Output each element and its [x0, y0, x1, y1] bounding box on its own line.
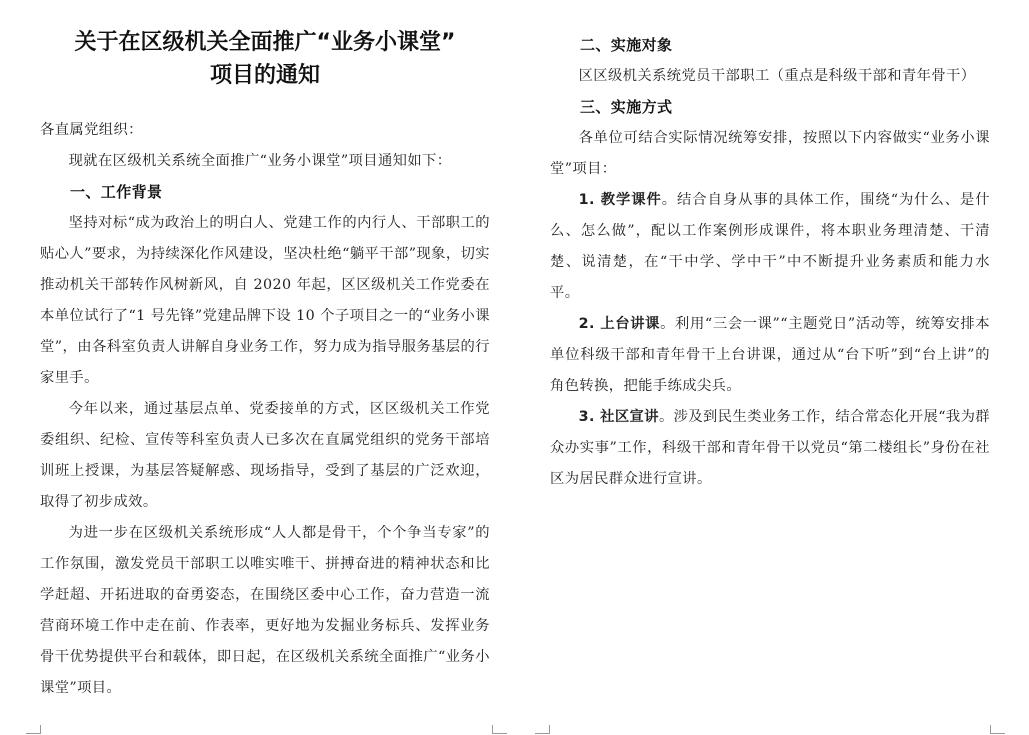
title-line-1: 关于在区级机关全面推广“业务小课堂”: [74, 30, 456, 55]
item-3-lead: 3. 社区宣讲: [578, 409, 659, 425]
section-1-heading: 一、工作背景: [70, 183, 163, 201]
right-page-column: [550, 30, 990, 495]
page-corner-mark: [535, 725, 550, 734]
section-2-heading: 二、实施对象: [580, 36, 673, 54]
item-2-lead: 2. 上台讲课: [578, 316, 661, 332]
background-paragraph-2: 今年以来，通过基层点单、党委接单的方式，区区级机关工作党委组织、纪检、宣传等科室负责人已多次在直属党组织的党务干部培训班上授课，为基层答疑解惑、现场指导，受到了基层的广泛欢迎，取得了初步成效。: [40, 401, 490, 510]
section-3-heading: 三、实施方式: [580, 98, 673, 116]
background-paragraph-1: 坚持对标“成为政治上的明白人、党建工作的内行人、干部职工的贴心人”要求，为持续深化作风建设，坚决杜绝“躺平干部”现象，切实推动机关干部转作风树新风，自 2020 年起，区区级机关工作党委在本单位试行了“1 号先锋”党建品牌下设 10 个子项目之一的“业务小课堂”，由各科室负责人讲解自身业务工作，努力成为指导服务基层的行家里手。: [40, 215, 490, 386]
left-page-column: [40, 0, 490, 704]
page-corner-mark: [492, 725, 507, 734]
section-3-intro: 各单位可结合实际情况统筹安排，按照以下内容做实“业务小课堂”项目：: [550, 130, 990, 177]
item-2-text: 。利用“三会一课”“主题党日”活动等，统筹安排本单位科级干部和青年骨干上台讲课，通过从“台下听”到“台上讲”的角色转换，把能手练成尖兵。: [550, 316, 990, 394]
item-1-text: 。结合自身从事的具体工作，围绕“为什么、是什么、怎么做”，配以工作案例形成课件，将本职业务理清楚、干清楚、说清楚，在“干中学、学中干”中不断提升业务素质和能力水平。: [550, 192, 991, 301]
item-1-paragraph: [550, 185, 990, 309]
document-title: [40, 26, 490, 92]
section-2-text: 区区级机关系统党员干部职工（重点是科级干部和青年骨干）: [578, 68, 976, 84]
item-3-text: 。涉及到民生类业务工作，结合常态化开展“我为群众办实事”工作，科级干部和青年骨干以党员“第二楼组长”身份在社区为居民群众进行宣讲。: [550, 409, 991, 487]
item-2-paragraph: [550, 309, 990, 402]
salutation: 各直属党组织：: [40, 122, 143, 138]
page-corner-mark: [990, 725, 1005, 734]
intro-paragraph: 现就在区级机关系统全面推广“业务小课堂”项目通知如下：: [68, 153, 452, 169]
item-1-lead: 1. 教学课件: [578, 192, 662, 208]
title-line-2: 项目的通知: [209, 63, 320, 88]
item-3-paragraph: [550, 402, 990, 495]
page-corner-mark: [26, 725, 41, 734]
background-paragraph-3: 为进一步在区级机关系统形成“人人都是骨干，个个争当专家”的工作氛围，激发党员干部职工以唯实唯干、拼搏奋进的精神状态和比学赶超、开拓进取的奋勇姿态，在围绕区委中心工作，奋力营造一流营商环境工作中走在前、作表率，更好地为发掘业务标兵、发挥业务骨干优势提供平台和载体，即日起，在区级机关系统全面推广“业务小课堂”项目。: [40, 525, 490, 696]
